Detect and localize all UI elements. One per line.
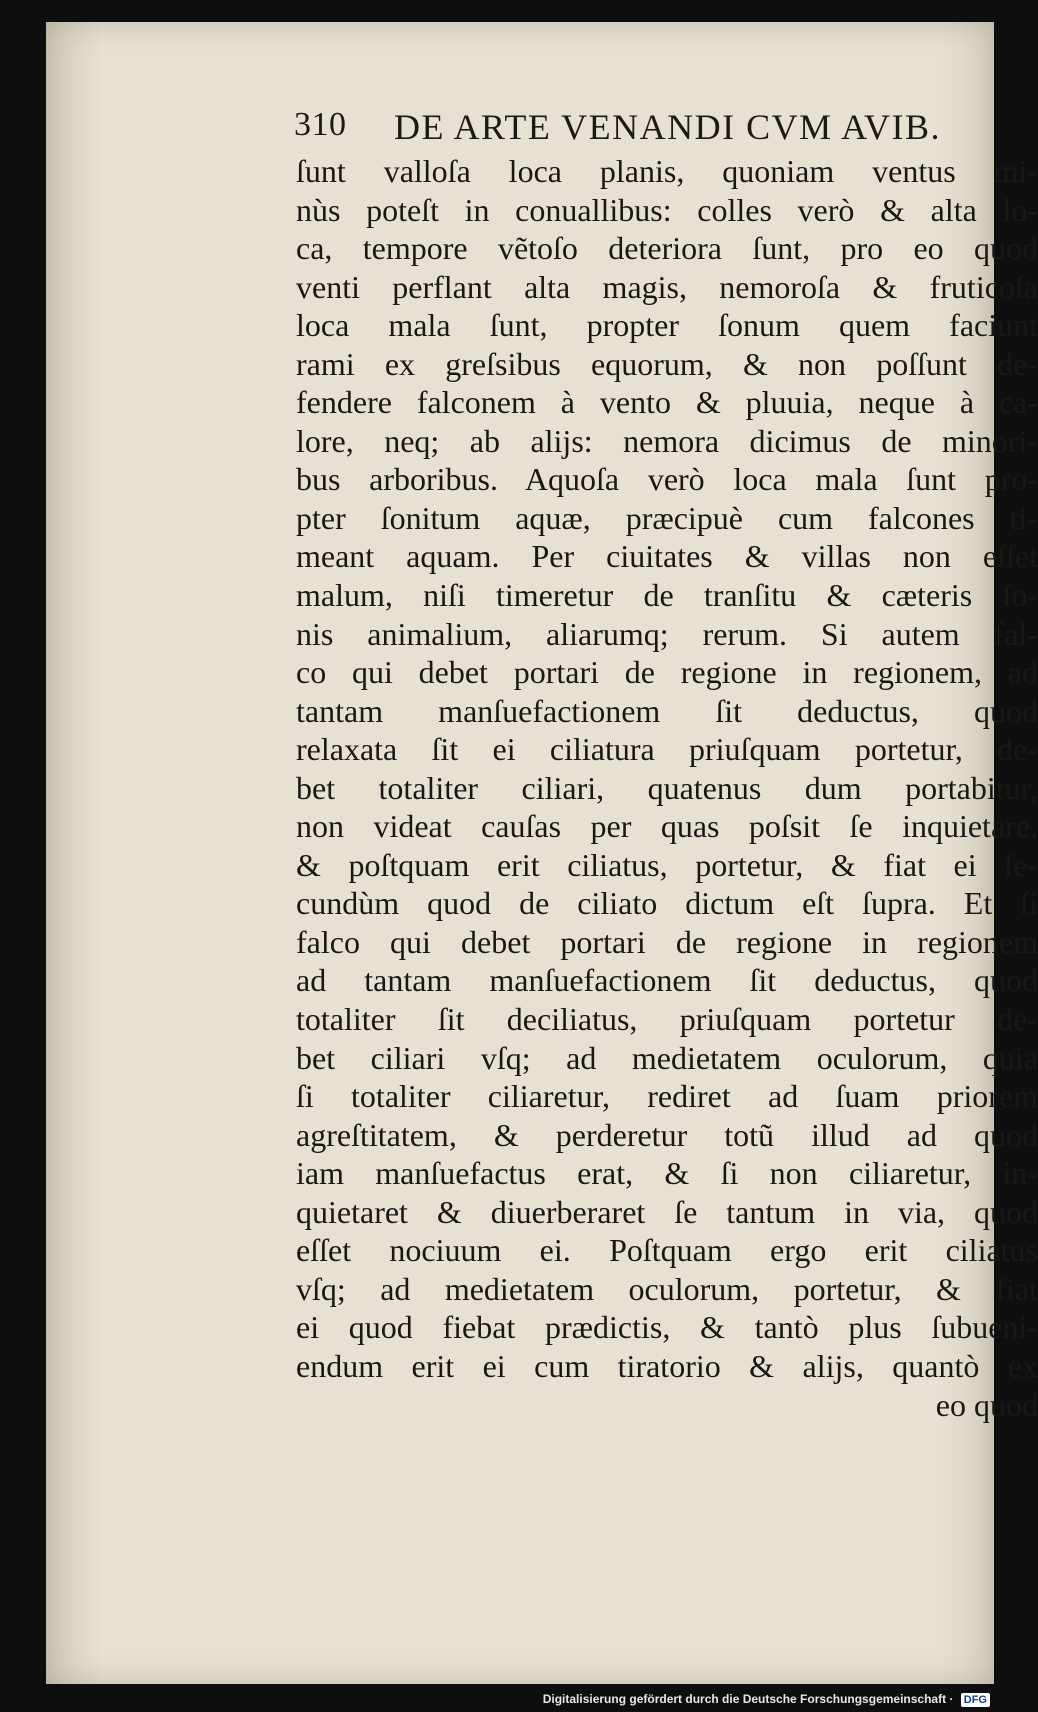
text-line: quietaret & diuerberaret ſe tantum in via, quod bbox=[296, 1193, 1038, 1230]
text-line: lore, neq; ab alijs: nemora dicimus de minori- bbox=[296, 422, 1038, 459]
page-header bbox=[294, 102, 1034, 150]
digitization-credit bbox=[0, 1688, 1000, 1710]
text-line: falco qui debet portari de regione in regionem bbox=[296, 923, 1038, 960]
text-line: bet totaliter ciliari, quatenus dum portabitur, bbox=[296, 769, 1038, 806]
body-text bbox=[296, 152, 1038, 1424]
page-number: 310 bbox=[294, 106, 347, 143]
text-line: eſſet nociuum ei. Poſtquam ergo erit ciliatus bbox=[296, 1232, 1038, 1269]
text-line: malum, niſi timeretur de tranſitu & cæteris ſo- bbox=[296, 577, 1038, 614]
text-line: ad tantam manſuefactionem ſit deductus, quod bbox=[296, 962, 1038, 999]
book-page bbox=[46, 22, 1038, 1684]
text-line: agreſtitatem, & perderetur totũ illud ad quod bbox=[296, 1116, 1038, 1153]
running-title: DE ARTE VENANDI CVM AVIB. bbox=[394, 107, 942, 147]
dfg-logo: DFG bbox=[961, 1693, 990, 1707]
text-line: eo quod bbox=[935, 1386, 1038, 1423]
text-line: totaliter ſit deciliatus, priuſquam portetur de- bbox=[296, 1001, 1038, 1038]
text-line: bet ciliari vſq; ad medietatem oculorum, quia bbox=[296, 1039, 1038, 1076]
text-line: endum erit ei cum tiratorio & alijs, quantò ex bbox=[296, 1347, 1038, 1384]
credit-text: Digitalisierung gefördert durch die Deutsche Forschungsgemeinschaft · bbox=[542, 1692, 954, 1706]
text-line: rami ex greſsibus equorum, & non poſſunt de- bbox=[296, 345, 1038, 382]
text-line: pter ſonitum aquæ, præcipuè cum falcones ti- bbox=[296, 499, 1038, 536]
text-line: bus arboribus. Aquoſa verò loca mala ſunt pro- bbox=[296, 461, 1038, 498]
text-line: non videat cauſas per quas poſsit ſe inquietare, bbox=[296, 808, 1038, 845]
text-line: vſq; ad medietatem oculorum, portetur, & fiat bbox=[296, 1270, 1038, 1307]
text-line: ſi totaliter ciliaretur, rediret ad ſuam priorem bbox=[296, 1078, 1038, 1115]
text-line: tantam manſuefactionem ſit deductus, quod bbox=[296, 692, 1038, 729]
text-line: loca mala ſunt, propter ſonum quem faciunt bbox=[296, 307, 1038, 344]
text-line: ca, tempore vẽtoſo deteriora ſunt, pro eo quod bbox=[296, 230, 1038, 267]
text-line: co qui debet portari de regione in regionem, ad bbox=[296, 654, 1038, 691]
text-line: relaxata ſit ei ciliatura priuſquam portetur, de- bbox=[296, 731, 1038, 768]
text-line: venti perflant alta magis, nemoroſa & fruticoſa bbox=[296, 268, 1038, 305]
text-line: meant aquam. Per ciuitates & villas non eſſet bbox=[296, 538, 1038, 575]
text-line: nis animalium, aliarumq; rerum. Si autem fal- bbox=[296, 615, 1038, 652]
text-line: & poſtquam erit ciliatus, portetur, & fiat ei ſe- bbox=[296, 846, 1038, 883]
text-line: ei quod fiebat prædictis, & tantò plus ſubueni- bbox=[296, 1309, 1038, 1346]
text-line: iam manſuefactus erat, & ſi non ciliaretur, in- bbox=[296, 1155, 1038, 1192]
text-line: ſunt valloſa loca planis, quoniam ventus mi- bbox=[296, 153, 1038, 189]
text-line: cundùm quod de ciliato dictum eſt ſupra. Et ſi bbox=[296, 885, 1038, 922]
text-line: fendere falconem à vento & pluuia, neque à ca- bbox=[296, 384, 1038, 421]
text-line: nùs poteſt in conuallibus: colles verò & alta lo- bbox=[296, 191, 1038, 228]
